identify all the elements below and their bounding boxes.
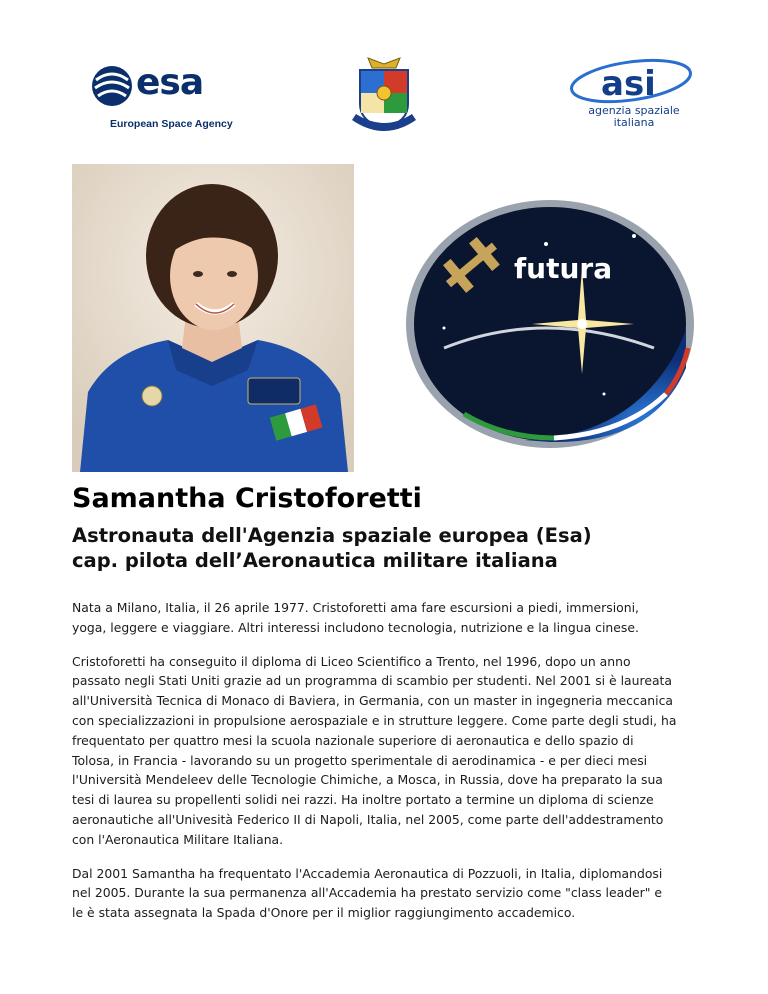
esa-tagline: European Space Agency bbox=[110, 118, 233, 130]
text-line: l'Università Mendeleev delle Tecnologie Chimiche, a Mosca, in Russia, dove ha preparato la sua bbox=[72, 772, 663, 788]
esa-wordmark: esa bbox=[136, 62, 204, 103]
esa-logo bbox=[88, 60, 233, 135]
text-line: aeronautiche all'Univesità Federico II di Napoli, Italia, nel 2005, come parte dell'addestramento bbox=[72, 811, 664, 827]
text-line: con specializzazioni in propulsione aerospaziale e in strutture leggere. Come parte degli studi, ha bbox=[72, 712, 677, 728]
text-line: Tolosa, in Francia - lavorando su un progetto sperimentale di aerodinamica - e per dieci mesi bbox=[72, 752, 648, 768]
text-line: Dal 2001 Samantha ha frequentato l'Accademia Aeronautica di Pozzuoli, in Italia, diplomandosi bbox=[72, 865, 663, 881]
text-line: passato negli Stati Uniti grazie ad un programma di scambio per studenti. Nel 2001 si è laureata bbox=[72, 673, 672, 689]
person-name: Samantha Cristoforetti bbox=[72, 483, 422, 514]
text-line: Cristoforetti ha conseguito il diploma di Liceo Scientifico a Trento, nel 1996, dopo un anno bbox=[72, 653, 631, 669]
text-line: yoga, leggere e viaggiare. Altri interessi includono tecnologia, nutrizione e la lingua cinese. bbox=[72, 619, 639, 635]
text-line: nel 2005. Durante la sua permanenza all'Accademia ha prestato servizio come "class leader" e bbox=[72, 885, 663, 901]
text-line: Nata a Milano, Italia, il 26 aprile 1977. Cristoforetti ama fare escursioni a piedi, immersioni, bbox=[72, 600, 639, 615]
aeronautica-crest-logo bbox=[346, 54, 422, 138]
asi-tagline: agenzia spaziale italiana bbox=[588, 104, 680, 129]
patch-wordmark: futura bbox=[514, 252, 613, 285]
paragraph-2 bbox=[72, 652, 712, 850]
role-line-2: cap. pilota dell’Aeronautica militare italiana bbox=[72, 549, 558, 572]
svg-text:asi: asi bbox=[601, 64, 656, 104]
biography bbox=[72, 598, 712, 937]
text-line: frequentato per quattro mesi la scuola nazionale superiore di aeronautica e dello spazio di bbox=[72, 732, 634, 748]
asi-logo bbox=[567, 55, 695, 145]
paragraph-3 bbox=[72, 864, 712, 923]
text-line: con l'Aeronautica Militare Italiana. bbox=[72, 831, 284, 847]
text-line: le è stata assegnata la Spada d'Onore per il miglior raggiungimento accademico. bbox=[72, 905, 576, 921]
astronaut-portrait bbox=[72, 164, 354, 472]
futura-mission-patch bbox=[404, 198, 696, 450]
esa-mark-icon bbox=[90, 64, 134, 108]
mission-patch-icon bbox=[404, 198, 696, 450]
person-role bbox=[72, 523, 592, 573]
asi-mark-icon bbox=[567, 55, 695, 105]
text-line: tesi di laurea su propellenti solidi nei razzi. Ha inoltre portato a termine un diploma di scienze bbox=[72, 792, 654, 808]
crest-icon bbox=[346, 54, 422, 138]
text-line: all'Università Tecnica di Monaco di Baviera, in Germania, con un master in ingegneria meccanica bbox=[72, 693, 673, 709]
paragraph-1 bbox=[72, 598, 712, 638]
role-line-1: Astronauta dell'Agenzia spaziale europea (Esa) bbox=[72, 524, 592, 547]
